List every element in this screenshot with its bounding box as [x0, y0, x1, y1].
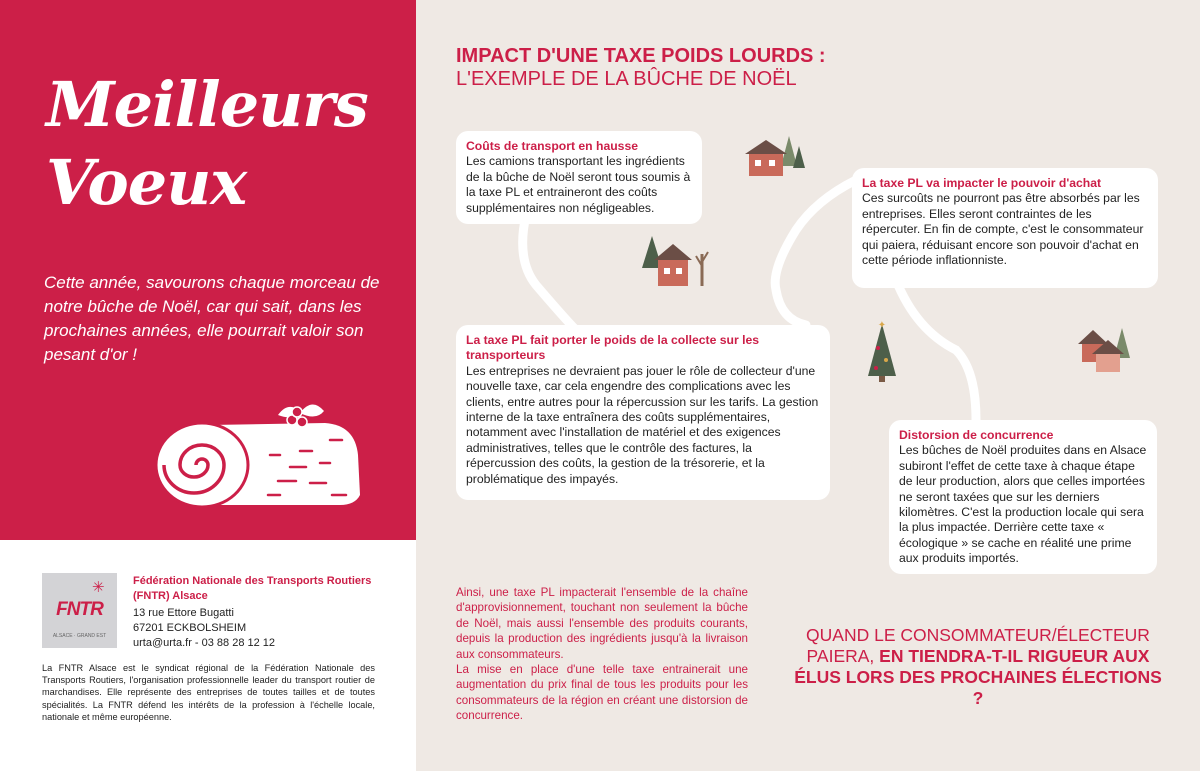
impact-title-line1: IMPACT D'UNE TAXE POIDS LOURDS :: [456, 45, 826, 67]
christmas-tree-icon: [864, 318, 900, 384]
card-collecte: [456, 325, 830, 500]
fntr-logo: [42, 573, 117, 648]
house-icon: [745, 132, 805, 180]
question-part2: EN TIENDRA-T-IL RIGUEUR AUX ÉLUS LORS DES PROCHAINES ÉLECTIONS ?: [794, 646, 1162, 708]
greeting-text: Cette année, savourons chaque morceau de notre bûche de Noël, car qui sait, dans les prochaines années, elle pourrait valoir son pesant d'or !: [44, 273, 380, 364]
conclusion: [456, 585, 748, 724]
conclusion-p2: La mise en place d'une telle taxe entrainerait une augmentation du prix final de tous les produits pour les consommateurs de la région en créant une distorsion de concurrence.: [456, 663, 748, 723]
card-transport-title: Coûts de transport en hausse: [466, 139, 639, 153]
question: [790, 625, 1166, 709]
yule-log-icon: [150, 395, 372, 525]
card-pouvoir-body: Ces surcoûts ne pourront pas être absorbés par les entreprises. Elles seront contraintes de les répercuter. En fin de compte, c'est le consommateur qui paiera, réduisant encore son pouvoir d'achat en cette période inflationniste.: [862, 191, 1144, 268]
card-pouvoir-title: La taxe PL va impacter le pouvoir d'achat: [862, 176, 1102, 190]
house-icon: [640, 234, 720, 290]
org-name: Fédération Nationale des Transports Routiers (FNTR) Alsace: [133, 575, 372, 602]
greeting-panel: [0, 0, 416, 540]
svg-text:✦: ✦: [877, 320, 887, 331]
card-distorsion: [889, 420, 1157, 574]
org-address-line1: 13 rue Ettore Bugatti: [133, 607, 234, 619]
card-collecte-body: Les entreprises ne devraient pas jouer le rôle de collecteur d'une nouvelle taxe, car cela engendre des complications avec les clients, entre autres pour la répercussion sur les tarifs. La gestion interne de la taxe entraînera des coûts supplémentaires, notamment avec l'installation de matériel et des exigences administratives, telles que le contrôle des factures, la répercussion des coûts, la gestion de la trésorerie, et la problématique des impayés.: [466, 363, 819, 486]
card-distorsion-title: Distorsion de concurrence: [899, 428, 1054, 442]
fntr-logo-sub: ALSACE · GRAND EST: [52, 633, 107, 639]
conclusion-p1: Ainsi, une taxe PL impacterait l'ensemble de la chaîne d'approvisionnement, touchant non seulement la bûche de Noël, mais aussi l'ensemble des produits courants, depuis la production des ingrédients jusqu'à la livraison aux consommateurs.: [456, 586, 748, 661]
question-part1: QUAND LE CONSOMMATEUR/ÉLECTEUR PAIERA,: [806, 625, 1150, 666]
greeting-title-line1: Meilleurs: [46, 68, 368, 141]
card-transport-body: Les camions transportant les ingrédients de la bûche de Noël seront tous soumis à la taxe PL et entraineront des coûts supplémentaires non négligeables.: [466, 154, 691, 215]
house-icon: [1078, 324, 1132, 374]
card-pouvoir: [852, 168, 1158, 288]
impact-title: [456, 45, 826, 91]
card-distorsion-body: Les bûches de Noël produites dans en Alsace subiront l'effet de cette taxe à chaque étape de leur production, alors que celles importées ne seront taxées que sur les derniers kilomètres. C'est la production locale qui sera la plus impactée. Derrière cette taxe « écologique » se cache en réalité une prime aux produits importés.: [899, 443, 1147, 566]
card-collecte-title: La taxe PL fait porter le poids de la collecte sur les transporteurs: [466, 333, 760, 363]
org-address: [133, 606, 393, 651]
org-about: La FNTR Alsace est le syndicat régional de la Fédération Nationale des Transports Routiers, l'organisation professionnelle leader du transport routier de marchandises. Elle représente des entreprises de toutes tailles et de toutes spécialités. La FNTR défend les intérêts de la profession à l'échelle locale, nationale et même européenne.: [42, 663, 375, 722]
greeting-title: [46, 66, 386, 222]
greeting-title-line2: Voeux: [46, 146, 247, 219]
fntr-logo-text: FNTR: [56, 599, 103, 620]
org-contact[interactable]: urta@urta.fr - 03 88 28 12 12: [133, 637, 276, 649]
asterisk-icon: ✳: [92, 579, 105, 596]
org-address-line2: 67201 ECKBOLSHEIM: [133, 622, 247, 634]
impact-title-line2: L'EXEMPLE DE LA BÛCHE DE NOËL: [456, 68, 797, 90]
card-transport: [456, 131, 702, 224]
